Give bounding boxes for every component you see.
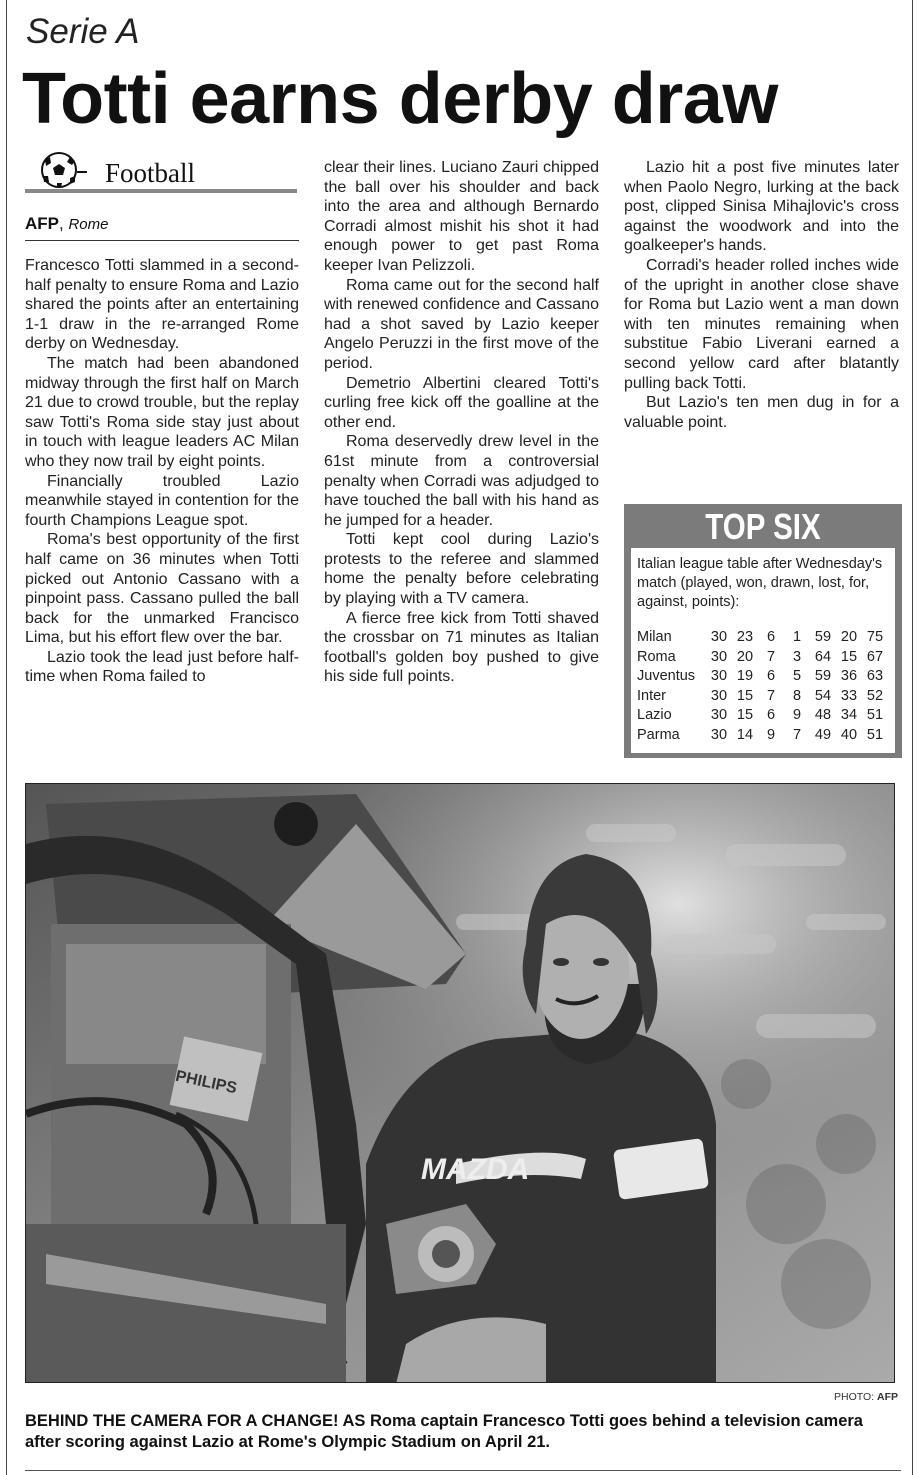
photo-credit-agency: AFP — [877, 1391, 898, 1403]
team-name: Parma — [637, 726, 680, 743]
stat-p: 30 — [710, 726, 728, 743]
photo-illustration — [26, 784, 895, 1383]
stat-d: 6 — [766, 707, 776, 724]
top-six-box — [624, 504, 902, 758]
league-table-row — [637, 648, 888, 668]
stat-pts: 51 — [866, 707, 884, 724]
stat-pts: 67 — [866, 648, 884, 665]
paragraph: Francesco Totti slammed in a second-half penalty to ensure Roma and Lazio shared the points after an entertaining 1-1 draw in the re-arranged Rome derby on Wednesday. — [25, 257, 299, 353]
stat-w: 14 — [736, 726, 754, 743]
stat-pts: 75 — [866, 629, 884, 645]
team-name: Inter — [637, 687, 667, 704]
stat-a: 40 — [840, 726, 858, 743]
paragraph: The match had been abandoned midway through the first half on March 21 due to crowd trouble, but the replay saw Totti's Roma side stay just about in touch with league leaders AC Milan who they now trail by eight points. — [25, 354, 299, 470]
stat-p: 30 — [710, 629, 728, 645]
team-name: Lazio — [637, 707, 672, 724]
stat-p: 30 — [710, 648, 728, 665]
stat-f: 49 — [814, 726, 832, 743]
football-icon — [37, 152, 87, 188]
top-six-title: TOP SIX — [705, 506, 821, 547]
paragraph: Roma deservedly drew level in the 61st minute from a controversial penalty when Corradi was adjudged to have touched the ball with his hand as he jumped for a header. — [324, 433, 599, 529]
byline-agency: AFP — [25, 214, 59, 233]
league-table-row — [637, 726, 888, 746]
stat-w: 15 — [736, 707, 754, 724]
stat-w: 20 — [736, 648, 754, 665]
paragraph: Roma came out for the second half with renewed confidence and Cassano had a shot saved by Lazio keeper Angelo Peruzzi in the first move of the period. — [324, 276, 599, 372]
stat-f: 54 — [814, 687, 832, 704]
stat-a: 33 — [840, 687, 858, 704]
article-column-1 — [25, 256, 299, 687]
stat-d: 9 — [766, 726, 776, 743]
team-name: Juventus — [637, 668, 696, 685]
photo-caption: BEHIND THE CAMERA FOR A CHANGE! AS Roma captain Francesco Totti goes behind a television camera after scoring against Lazio at Rome's Olympic Stadium on April 21. — [25, 1412, 863, 1451]
stat-pts: 63 — [866, 668, 884, 685]
byline: AFP, Rome — [25, 214, 299, 241]
paragraph: Corradi's header rolled inches wide of the upright in another close shave for Roma but Lazio went a man down with ten minutes remaining when substitue Fabio Liverani earned a second yellow card after blatantly pulling back Totti. — [624, 256, 899, 392]
team-name: Milan — [637, 629, 672, 645]
paragraph: But Lazio's ten men dug in for a valuable point. — [624, 394, 899, 431]
paragraph: Financially troubled Lazio meanwhile stayed in contention for the fourth Champions League spot. — [25, 472, 299, 529]
photo-credit-label: PHOTO: — [834, 1391, 875, 1403]
stat-l: 7 — [792, 726, 802, 743]
kicker-label: Football — [105, 158, 196, 188]
top-six-intro: Italian league table after Wednesday's match (played, won, drawn, lost, for, against, points): — [637, 556, 883, 610]
stat-l: 3 — [792, 648, 802, 665]
kicker — [25, 152, 297, 194]
stat-a: 20 — [840, 629, 858, 645]
camera-brand: PHILIPS — [173, 1067, 239, 1098]
stat-f: 59 — [814, 668, 832, 685]
stat-d: 6 — [766, 668, 776, 685]
photo-credit — [834, 1391, 898, 1403]
stat-d: 7 — [766, 687, 776, 704]
paragraph: Roma's best opportunity of the first half came on 36 minutes when Totti picked out Antonio Cassano with a pinpoint pass. Cassano pulled the ball back for the unmarked Francisco Lima, but his effort flew over the bar. — [25, 531, 299, 647]
paragraph: Demetrio Albertini cleared Totti's curling free kick off the goalline at the other end. — [324, 374, 599, 431]
league-table-row — [637, 687, 888, 707]
paragraph: Lazio took the lead just before half-time when Roma failed to — [25, 648, 299, 686]
kicker-rule — [25, 189, 297, 193]
league-table-row — [637, 628, 888, 648]
stat-w: 19 — [736, 668, 754, 685]
stat-l: 9 — [792, 707, 802, 724]
stat-f: 59 — [814, 629, 832, 645]
top-six-content — [631, 548, 895, 753]
stat-a: 34 — [840, 707, 858, 724]
league-table-row — [637, 706, 888, 726]
stat-d: 6 — [766, 629, 776, 645]
stat-w: 15 — [736, 687, 754, 704]
article-column-2 — [324, 158, 599, 687]
stat-l: 1 — [792, 629, 802, 645]
stat-d: 7 — [766, 648, 776, 665]
paragraph: clear their lines. Luciano Zauri chipped the ball over his shoulder and back into the area and although Bernardo Corradi almost mishit his shot it had enough power to get past Roma keeper Ivan Pelizzoli. — [324, 159, 599, 274]
shirt-sponsor: MAZDA — [421, 1153, 530, 1186]
stat-a: 36 — [840, 668, 858, 685]
league-table — [637, 628, 888, 746]
stat-p: 30 — [710, 668, 728, 685]
main-photo — [25, 783, 895, 1383]
stat-a: 15 — [840, 648, 858, 665]
stat-p: 30 — [710, 707, 728, 724]
article-column-3 — [624, 158, 899, 432]
headline: Totti earns derby draw — [22, 59, 778, 139]
team-name: Roma — [637, 648, 676, 665]
stat-w: 23 — [736, 629, 754, 645]
section-label: Serie A — [26, 12, 140, 51]
stat-l: 8 — [792, 687, 802, 704]
stat-f: 48 — [814, 707, 832, 724]
stat-pts: 52 — [866, 687, 884, 704]
paragraph: A fierce free kick from Totti shaved the crossbar on 71 minutes as Italian football's golden boy pushed to give his side full points. — [324, 609, 599, 686]
league-table-row — [637, 667, 888, 687]
stat-l: 5 — [792, 668, 802, 685]
bottom-rule — [25, 1470, 901, 1471]
paragraph: Totti kept cool during Lazio's protests to the referee and slammed home the penalty before celebrating by playing with a TV camera. — [324, 531, 599, 608]
stat-f: 64 — [814, 648, 832, 665]
byline-place: Rome — [68, 216, 109, 233]
stat-p: 30 — [710, 687, 728, 704]
stat-pts: 51 — [866, 726, 884, 743]
paragraph: Lazio hit a post five minutes later when Paolo Negro, lurking at the back post, clipped Sinisa Mihajlovic's cross against the woodwork and into the goalkeeper's hands. — [624, 159, 899, 255]
